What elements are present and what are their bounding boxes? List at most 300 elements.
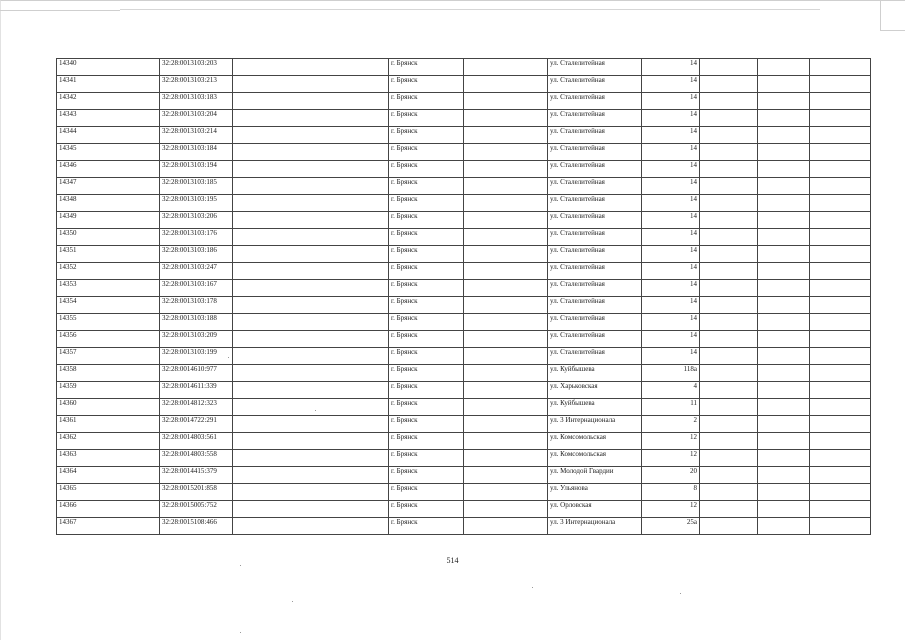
- table-row: [57, 229, 871, 246]
- cell-street: ул. 3 Интернационала: [548, 518, 642, 535]
- cell-empty: [810, 399, 871, 416]
- cell-street: ул. Сталелитейная: [548, 93, 642, 110]
- cell-empty: [700, 195, 758, 212]
- cell-cadastral-number: 32:28:0013103:214: [160, 127, 233, 144]
- cell-empty: [464, 331, 548, 348]
- cell-empty: [233, 348, 389, 365]
- cell-cadastral-number: 32:28:0014803:558: [160, 450, 233, 467]
- table-row: [57, 518, 871, 535]
- cell-street: ул. Молодой Гвардии: [548, 467, 642, 484]
- cell-empty: [233, 382, 389, 399]
- cell-cadastral-number: 32:28:0013103:247: [160, 263, 233, 280]
- cell-empty: [700, 212, 758, 229]
- cell-empty: [464, 416, 548, 433]
- cell-empty: [233, 416, 389, 433]
- cell-house-number: 2: [642, 416, 700, 433]
- cell-city: г. Брянск: [389, 314, 464, 331]
- cell-empty: [233, 484, 389, 501]
- cell-street: ул. Сталелитейная: [548, 76, 642, 93]
- cell-empty: [758, 348, 810, 365]
- cell-city: г. Брянск: [389, 195, 464, 212]
- scan-corner-top-left: [0, 0, 120, 11]
- cell-city: г. Брянск: [389, 297, 464, 314]
- cell-street: ул. Сталелитейная: [548, 331, 642, 348]
- cell-empty: [758, 93, 810, 110]
- cell-cadastral-number: 32:28:0013103:176: [160, 229, 233, 246]
- cell-empty: [464, 263, 548, 280]
- cell-row-number: 14344: [57, 127, 160, 144]
- cell-empty: [810, 518, 871, 535]
- table-row: [57, 144, 871, 161]
- cell-city: г. Брянск: [389, 501, 464, 518]
- cell-city: г. Брянск: [389, 467, 464, 484]
- cell-empty: [700, 382, 758, 399]
- cell-row-number: 14367: [57, 518, 160, 535]
- cell-empty: [233, 331, 389, 348]
- cell-empty: [810, 144, 871, 161]
- table-row: [57, 212, 871, 229]
- cell-street: ул. Ульянова: [548, 484, 642, 501]
- cell-empty: [810, 195, 871, 212]
- cell-cadastral-number: 32:28:0015201:858: [160, 484, 233, 501]
- cell-cadastral-number: 32:28:0013103:183: [160, 93, 233, 110]
- cell-cadastral-number: 32:28:0013103:186: [160, 246, 233, 263]
- cell-house-number: 14: [642, 144, 700, 161]
- cell-empty: [810, 365, 871, 382]
- table-row: [57, 195, 871, 212]
- cell-empty: [810, 110, 871, 127]
- table-row: [57, 110, 871, 127]
- cell-cadastral-number: 32:28:0014610:977: [160, 365, 233, 382]
- cell-empty: [233, 229, 389, 246]
- cell-empty: [464, 433, 548, 450]
- cell-empty: [464, 450, 548, 467]
- cell-empty: [700, 263, 758, 280]
- table-row: [57, 484, 871, 501]
- cell-empty: [810, 467, 871, 484]
- cell-city: г. Брянск: [389, 280, 464, 297]
- cell-row-number: 14360: [57, 399, 160, 416]
- cell-empty: [233, 178, 389, 195]
- cell-empty: [233, 161, 389, 178]
- cell-row-number: 14365: [57, 484, 160, 501]
- cell-city: г. Брянск: [389, 450, 464, 467]
- cell-street: ул. 3 Интернационала: [548, 416, 642, 433]
- cell-empty: [700, 127, 758, 144]
- cell-empty: [758, 399, 810, 416]
- cell-street: ул. Сталелитейная: [548, 161, 642, 178]
- cell-empty: [758, 314, 810, 331]
- cell-empty: [464, 93, 548, 110]
- table-row: [57, 450, 871, 467]
- cell-empty: [700, 280, 758, 297]
- table-row: [57, 433, 871, 450]
- cell-street: ул. Куйбышева: [548, 365, 642, 382]
- cell-city: г. Брянск: [389, 212, 464, 229]
- cell-empty: [810, 212, 871, 229]
- cell-empty: [758, 110, 810, 127]
- cell-empty: [758, 161, 810, 178]
- cell-row-number: 14362: [57, 433, 160, 450]
- cell-house-number: 4: [642, 382, 700, 399]
- cell-empty: [700, 348, 758, 365]
- cell-row-number: 14363: [57, 450, 160, 467]
- cell-empty: [810, 297, 871, 314]
- cell-empty: [700, 110, 758, 127]
- cell-house-number: 20: [642, 467, 700, 484]
- cell-house-number: 14: [642, 348, 700, 365]
- cell-empty: [700, 450, 758, 467]
- cell-empty: [464, 246, 548, 263]
- cell-cadastral-number: 32:28:0013103:199: [160, 348, 233, 365]
- cell-row-number: 14350: [57, 229, 160, 246]
- cell-house-number: 14: [642, 297, 700, 314]
- cell-empty: [758, 484, 810, 501]
- cell-city: г. Брянск: [389, 229, 464, 246]
- cell-empty: [464, 212, 548, 229]
- cell-cadastral-number: 32:28:0013103:195: [160, 195, 233, 212]
- cell-row-number: 14356: [57, 331, 160, 348]
- scan-speck: [680, 593, 681, 594]
- cell-empty: [700, 314, 758, 331]
- cell-empty: [758, 246, 810, 263]
- cell-empty: [233, 314, 389, 331]
- cell-empty: [810, 280, 871, 297]
- cell-empty: [758, 467, 810, 484]
- cell-empty: [233, 365, 389, 382]
- cell-empty: [810, 501, 871, 518]
- cell-row-number: 14343: [57, 110, 160, 127]
- cell-empty: [758, 195, 810, 212]
- cell-empty: [464, 382, 548, 399]
- cell-empty: [233, 59, 389, 76]
- cell-city: г. Брянск: [389, 399, 464, 416]
- cell-city: г. Брянск: [389, 263, 464, 280]
- registry-table: [56, 58, 871, 535]
- cell-house-number: 14: [642, 76, 700, 93]
- cell-empty: [233, 93, 389, 110]
- cell-empty: [233, 76, 389, 93]
- table-row: [57, 399, 871, 416]
- cell-empty: [758, 382, 810, 399]
- cell-empty: [700, 331, 758, 348]
- table-row: [57, 246, 871, 263]
- cell-city: г. Брянск: [389, 484, 464, 501]
- cell-empty: [700, 484, 758, 501]
- cell-city: г. Брянск: [389, 76, 464, 93]
- cell-cadastral-number: 32:28:0013103:206: [160, 212, 233, 229]
- cell-empty: [810, 246, 871, 263]
- cell-empty: [464, 467, 548, 484]
- cell-empty: [700, 246, 758, 263]
- cell-empty: [758, 280, 810, 297]
- cell-empty: [233, 433, 389, 450]
- cell-empty: [233, 501, 389, 518]
- cell-empty: [810, 433, 871, 450]
- cell-house-number: 11: [642, 399, 700, 416]
- cell-empty: [810, 161, 871, 178]
- cell-empty: [758, 450, 810, 467]
- cell-empty: [758, 433, 810, 450]
- cell-row-number: 14352: [57, 263, 160, 280]
- cell-empty: [810, 484, 871, 501]
- cell-city: г. Брянск: [389, 178, 464, 195]
- cell-house-number: 12: [642, 433, 700, 450]
- cell-empty: [233, 195, 389, 212]
- cell-row-number: 14351: [57, 246, 160, 263]
- cell-city: г. Брянск: [389, 246, 464, 263]
- cell-cadastral-number: 32:28:0015005:752: [160, 501, 233, 518]
- cell-empty: [700, 178, 758, 195]
- cell-row-number: 14340: [57, 59, 160, 76]
- cell-cadastral-number: 32:28:0013103:213: [160, 76, 233, 93]
- cell-house-number: 14: [642, 280, 700, 297]
- cell-empty: [758, 178, 810, 195]
- cell-cadastral-number: 32:28:0015108:466: [160, 518, 233, 535]
- scan-speck: [240, 632, 241, 633]
- cell-city: г. Брянск: [389, 518, 464, 535]
- cell-row-number: 14364: [57, 467, 160, 484]
- cell-empty: [233, 110, 389, 127]
- cell-house-number: 14: [642, 178, 700, 195]
- cell-empty: [758, 365, 810, 382]
- cell-row-number: 14342: [57, 93, 160, 110]
- cell-cadastral-number: 32:28:0014803:561: [160, 433, 233, 450]
- cell-empty: [233, 518, 389, 535]
- cell-house-number: 14: [642, 127, 700, 144]
- cell-city: г. Брянск: [389, 110, 464, 127]
- cell-street: ул. Сталелитейная: [548, 348, 642, 365]
- cell-empty: [758, 297, 810, 314]
- cell-cadastral-number: 32:28:0013103:184: [160, 144, 233, 161]
- cell-empty: [758, 59, 810, 76]
- cell-empty: [700, 229, 758, 246]
- cell-cadastral-number: 32:28:0013103:203: [160, 59, 233, 76]
- cell-cadastral-number: 32:28:0014611:339: [160, 382, 233, 399]
- cell-empty: [758, 144, 810, 161]
- cell-city: г. Брянск: [389, 59, 464, 76]
- table-row: [57, 331, 871, 348]
- cell-house-number: 14: [642, 314, 700, 331]
- table-row: [57, 382, 871, 399]
- table-row: [57, 161, 871, 178]
- cell-empty: [758, 518, 810, 535]
- cell-row-number: 14359: [57, 382, 160, 399]
- cell-empty: [810, 348, 871, 365]
- cell-empty: [700, 59, 758, 76]
- cell-row-number: 14347: [57, 178, 160, 195]
- table-row: [57, 280, 871, 297]
- cell-house-number: 12: [642, 501, 700, 518]
- cell-city: г. Брянск: [389, 127, 464, 144]
- cell-city: г. Брянск: [389, 144, 464, 161]
- cell-empty: [233, 450, 389, 467]
- cell-house-number: 12: [642, 450, 700, 467]
- cell-row-number: 14349: [57, 212, 160, 229]
- cell-empty: [700, 433, 758, 450]
- scan-corner-top-right: [880, 0, 905, 31]
- cell-empty: [700, 161, 758, 178]
- cell-empty: [464, 399, 548, 416]
- cell-empty: [464, 348, 548, 365]
- cell-row-number: 14346: [57, 161, 160, 178]
- cell-empty: [758, 416, 810, 433]
- cell-street: ул. Сталелитейная: [548, 59, 642, 76]
- cell-empty: [464, 484, 548, 501]
- cell-empty: [810, 314, 871, 331]
- cell-city: г. Брянск: [389, 365, 464, 382]
- cell-row-number: 14366: [57, 501, 160, 518]
- cell-street: ул. Орловская: [548, 501, 642, 518]
- cell-cadastral-number: 32:28:0013103:178: [160, 297, 233, 314]
- cell-empty: [810, 178, 871, 195]
- cell-house-number: 14: [642, 212, 700, 229]
- table-row: [57, 59, 871, 76]
- cell-city: г. Брянск: [389, 382, 464, 399]
- cell-house-number: 14: [642, 110, 700, 127]
- scan-speck: [228, 357, 229, 358]
- cell-house-number: 14: [642, 229, 700, 246]
- cell-row-number: 14355: [57, 314, 160, 331]
- cell-cadastral-number: 32:28:0013103:194: [160, 161, 233, 178]
- cell-empty: [464, 144, 548, 161]
- cell-house-number: 118а: [642, 365, 700, 382]
- cell-street: ул. Комсомольская: [548, 450, 642, 467]
- cell-city: г. Брянск: [389, 161, 464, 178]
- cell-empty: [700, 518, 758, 535]
- scan-speck: [240, 565, 241, 566]
- cell-empty: [233, 263, 389, 280]
- cell-city: г. Брянск: [389, 416, 464, 433]
- table-row: [57, 365, 871, 382]
- cell-empty: [464, 127, 548, 144]
- cell-empty: [758, 229, 810, 246]
- cell-empty: [810, 229, 871, 246]
- cell-empty: [810, 416, 871, 433]
- cell-city: г. Брянск: [389, 433, 464, 450]
- cell-empty: [464, 518, 548, 535]
- table-row: [57, 297, 871, 314]
- table-row: [57, 501, 871, 518]
- cell-empty: [758, 331, 810, 348]
- scan-speck: [532, 587, 533, 588]
- cell-empty: [758, 263, 810, 280]
- table-row: [57, 416, 871, 433]
- cell-empty: [700, 144, 758, 161]
- cell-row-number: 14357: [57, 348, 160, 365]
- cell-street: ул. Сталелитейная: [548, 263, 642, 280]
- cell-house-number: 14: [642, 195, 700, 212]
- cell-empty: [700, 399, 758, 416]
- cell-street: ул. Сталелитейная: [548, 246, 642, 263]
- cell-house-number: 14: [642, 263, 700, 280]
- cell-row-number: 14348: [57, 195, 160, 212]
- cell-empty: [700, 501, 758, 518]
- cell-row-number: 14353: [57, 280, 160, 297]
- scan-speck: [315, 410, 316, 411]
- cell-empty: [758, 501, 810, 518]
- cell-street: ул. Харьковская: [548, 382, 642, 399]
- cell-street: ул. Сталелитейная: [548, 178, 642, 195]
- cell-empty: [233, 212, 389, 229]
- cell-empty: [810, 382, 871, 399]
- cell-cadastral-number: 32:28:0013103:185: [160, 178, 233, 195]
- cell-row-number: 14361: [57, 416, 160, 433]
- cell-empty: [810, 93, 871, 110]
- cell-empty: [464, 76, 548, 93]
- cell-street: ул. Сталелитейная: [548, 212, 642, 229]
- cell-empty: [464, 59, 548, 76]
- cell-street: ул. Сталелитейная: [548, 229, 642, 246]
- cell-empty: [758, 76, 810, 93]
- cell-empty: [464, 178, 548, 195]
- table-row: [57, 76, 871, 93]
- cell-house-number: 14: [642, 331, 700, 348]
- cell-cadastral-number: 32:28:0013103:204: [160, 110, 233, 127]
- cell-empty: [464, 314, 548, 331]
- cell-cadastral-number: 32:28:0013103:188: [160, 314, 233, 331]
- registry-table-body: [57, 59, 871, 535]
- cell-empty: [700, 416, 758, 433]
- table-row: [57, 467, 871, 484]
- cell-empty: [700, 297, 758, 314]
- cell-cadastral-number: 32:28:0014722:291: [160, 416, 233, 433]
- cell-street: ул. Сталелитейная: [548, 280, 642, 297]
- cell-street: ул. Комсомольская: [548, 433, 642, 450]
- table-row: [57, 93, 871, 110]
- cell-empty: [810, 450, 871, 467]
- cell-street: ул. Сталелитейная: [548, 195, 642, 212]
- cell-empty: [758, 212, 810, 229]
- table-row: [57, 178, 871, 195]
- cell-empty: [464, 501, 548, 518]
- table-row: [57, 348, 871, 365]
- cell-empty: [233, 280, 389, 297]
- cell-empty: [233, 467, 389, 484]
- scan-speck: [292, 601, 293, 602]
- cell-empty: [700, 467, 758, 484]
- cell-empty: [700, 365, 758, 382]
- cell-empty: [233, 144, 389, 161]
- cell-empty: [810, 331, 871, 348]
- cell-empty: [700, 76, 758, 93]
- cell-empty: [233, 399, 389, 416]
- cell-cadastral-number: 32:28:0013103:167: [160, 280, 233, 297]
- table-row: [57, 127, 871, 144]
- cell-street: ул. Куйбышева: [548, 399, 642, 416]
- cell-row-number: 14354: [57, 297, 160, 314]
- cell-street: ул. Сталелитейная: [548, 314, 642, 331]
- cell-empty: [464, 280, 548, 297]
- cell-cadastral-number: 32:28:0014415:379: [160, 467, 233, 484]
- cell-street: ул. Сталелитейная: [548, 144, 642, 161]
- cell-street: ул. Сталелитейная: [548, 110, 642, 127]
- table-row: [57, 263, 871, 280]
- page-number: 514: [446, 556, 459, 565]
- table-row: [57, 314, 871, 331]
- cell-empty: [464, 229, 548, 246]
- cell-empty: [233, 127, 389, 144]
- cell-row-number: 14345: [57, 144, 160, 161]
- scan-line-top: [120, 9, 820, 10]
- cell-empty: [810, 127, 871, 144]
- cell-empty: [233, 246, 389, 263]
- cell-street: ул. Сталелитейная: [548, 297, 642, 314]
- cell-row-number: 14341: [57, 76, 160, 93]
- cell-city: г. Брянск: [389, 331, 464, 348]
- cell-empty: [464, 110, 548, 127]
- cell-empty: [464, 161, 548, 178]
